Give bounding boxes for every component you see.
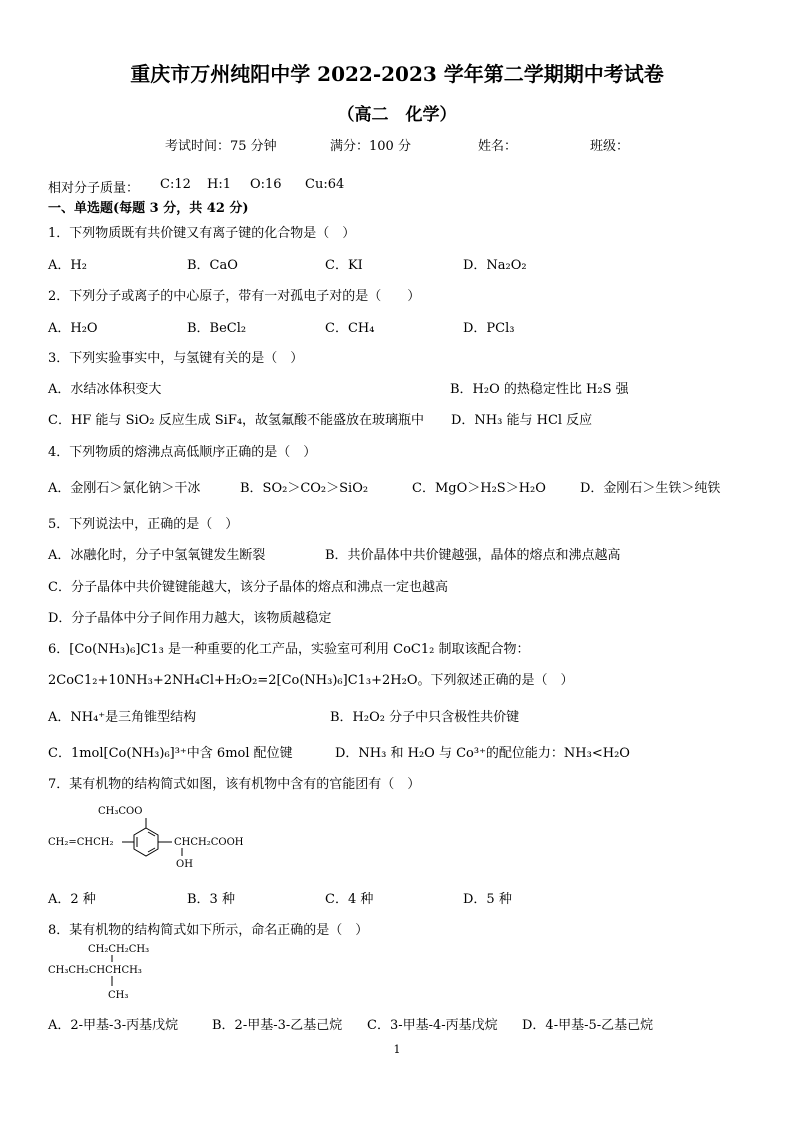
mass-cu: Cu:64 — [305, 177, 345, 192]
q8-option-a: A．2-甲基-3-丙基戊烷 — [48, 1018, 179, 1033]
q6-stem: 6．[Co(NH₃)₆]C1₃ 是一种重要的化工产品，实验室可利用 CoC1₂ 制取该配合物： — [48, 642, 530, 657]
q1-option-d: D．Na₂O₂ — [463, 258, 527, 273]
q1-option-a: A．H₂ — [48, 258, 87, 273]
q6-equation: 2CoC1₂+10NH₃+2NH₄Cl+H₂O₂=2[Co(NH₃)₆]C1₃+2H₂O。下列叙述正确的是（ ） — [48, 673, 574, 688]
q3-option-d: D．NH₃ 能与 HCl 反应 — [451, 413, 593, 428]
q5-option-a: A．冰融化时，分子中氢氧键发生断裂 — [48, 548, 266, 563]
q6-option-a: A．NH₄⁺是三角锥型结构 — [48, 710, 197, 725]
section-title: 一、单选题(每题 3 分，共 42 分) — [48, 201, 249, 216]
q2-option-d: D．PCl₃ — [463, 321, 515, 336]
q7-benzene-ring — [134, 828, 158, 856]
q3-option-b: B．H₂O 的热稳定性比 H₂S 强 — [450, 382, 629, 397]
q2-option-a: A．H₂O — [48, 321, 98, 336]
q2-stem: 2．下列分子或离子的中心原子，带有一对孤电子对的是（ ） — [48, 289, 421, 304]
page-number: 1 — [393, 1043, 401, 1056]
q1-stem: 1．下列物质既有共价键又有离子键的化合物是（ ） — [48, 226, 356, 241]
q8-bottom-group: CH₃ — [108, 990, 129, 1001]
q3-option-a: A．水结冰体积变大 — [48, 382, 162, 397]
q7-structure-figure — [46, 800, 276, 875]
q2-option-b: B．BeCl₂ — [187, 321, 247, 336]
q6-option-c: C．1mol[Co(NH₃)₆]³⁺中含 6mol 配位键 — [48, 746, 293, 761]
q5-option-d: D．分子晶体中分子间作用力越大，该物质越稳定 — [48, 611, 332, 626]
q4-stem: 4．下列物质的熔沸点高低顺序正确的是（ ） — [48, 445, 317, 460]
q7-stem: 7．某有机物的结构简式如图，该有机物中含有的官能团有（ ） — [48, 777, 421, 792]
q4-option-b: B．SO₂＞CO₂＞SiO₂ — [240, 481, 369, 496]
q7-option-d: D．5 种 — [463, 892, 512, 907]
q4-option-a: A．金刚石＞氯化钠＞干冰 — [48, 481, 201, 496]
q5-option-b: B．共价晶体中共价键越强，晶体的熔点和沸点越高 — [325, 548, 621, 563]
mass-o: O:16 — [250, 177, 282, 192]
q1-option-b: B．CaO — [187, 258, 238, 273]
exam-subtitle: （高二 化学） — [337, 105, 457, 125]
q7-left-group: CH₂=CHCH₂ — [48, 837, 114, 848]
full-score: 满分：100 分 — [330, 139, 411, 154]
q7-top-group: CH₃COO — [98, 806, 143, 817]
q8-structure-figure — [46, 940, 176, 1002]
name-field: 姓名： — [478, 139, 518, 154]
q8-option-d: D．4-甲基-5-乙基己烷 — [522, 1018, 654, 1033]
q8-structure-svg — [46, 940, 176, 1002]
mass-h: H:1 — [207, 177, 231, 192]
q8-main-chain: CH₃CH₂CHCHCH₃ — [48, 965, 142, 976]
q7-structure-svg — [46, 800, 276, 875]
q5-stem: 5．下列说法中，正确的是（ ） — [48, 517, 239, 532]
q3-stem: 3．下列实验事实中，与氢键有关的是（ ） — [48, 351, 304, 366]
q2-option-c: C．CH₄ — [325, 321, 375, 336]
class-field: 班级： — [590, 139, 630, 154]
q4-option-d: D．金刚石＞生铁＞纯铁 — [580, 481, 721, 496]
q7-option-b: B．3 种 — [187, 892, 235, 907]
q8-option-c: C．3-甲基-4-丙基戊烷 — [367, 1018, 498, 1033]
mass-c: C:12 — [160, 177, 191, 192]
exam-time: 考试时间：75 分钟 — [165, 139, 277, 154]
q8-top-group: CH₂CH₂CH₃ — [88, 944, 150, 955]
q6-option-b: B．H₂O₂ 分子中只含极性共价键 — [330, 710, 520, 725]
q6-option-d: D．NH₃ 和 H₂O 与 Co³⁺的配位能力：NH₃<H₂O — [335, 746, 630, 761]
masses-label: 相对分子质量： — [48, 181, 140, 196]
q7-option-c: C．4 种 — [325, 892, 374, 907]
q8-option-b: B．2-甲基-3-乙基己烷 — [212, 1018, 343, 1033]
q3-option-c: C．HF 能与 SiO₂ 反应生成 SiF₄，故氢氟酸不能盛放在玻璃瓶中 — [48, 413, 425, 428]
q7-right-group: CHCH₂COOH — [174, 837, 244, 848]
exam-title: 重庆市万州纯阳中学 2022-2023 学年第二学期期中考试卷 — [130, 62, 664, 86]
q8-stem: 8．某有机物的结构简式如下所示，命名正确的是（ ） — [48, 923, 369, 938]
q1-option-c: C．KI — [325, 258, 363, 273]
q7-option-a: A．2 种 — [48, 892, 96, 907]
q4-option-c: C．MgO＞H₂S＞H₂O — [412, 481, 546, 496]
q5-option-c: C．分子晶体中共价键键能越大，该分子晶体的熔点和沸点一定也越高 — [48, 580, 448, 595]
q7-bottom-group: OH — [176, 859, 193, 870]
